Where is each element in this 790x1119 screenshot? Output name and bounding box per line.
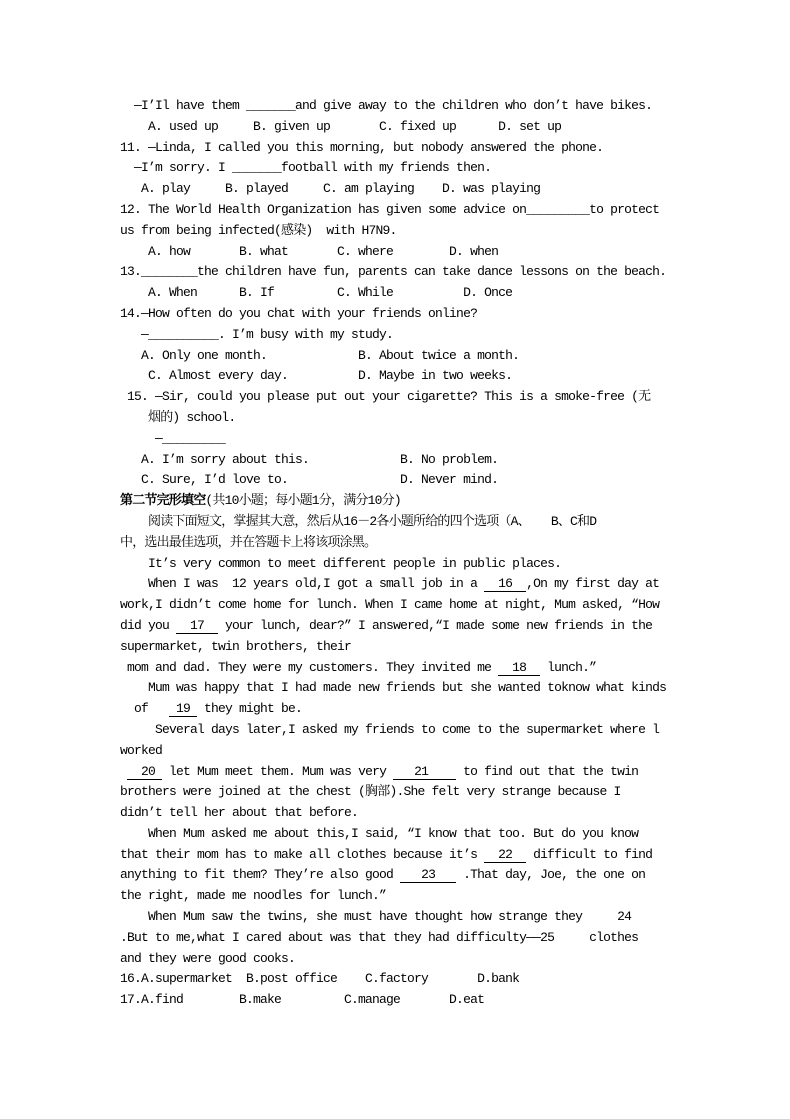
text-segment: When Mum saw the twins, she must have thought how strange they 24	[120, 909, 632, 925]
text-line	[120, 325, 686, 346]
text-segment: 13.________the children have fun, parents can take dance lessons on the beach.	[120, 264, 667, 280]
blank-underline: 23	[400, 867, 457, 883]
text-segment: of	[120, 701, 170, 717]
text-line	[120, 96, 686, 117]
text-line	[120, 262, 686, 283]
text-line	[120, 595, 686, 616]
text-segment: the right, made me noodles for lunch.”	[120, 888, 387, 904]
text-line	[120, 762, 686, 783]
text-segment: us from being infected(感染) with H7N9.	[120, 222, 397, 238]
text-line	[120, 304, 686, 325]
text-segment: supermarket, twin brothers, their	[120, 638, 352, 654]
text-segment: ,On my first day at	[526, 576, 660, 592]
text-line	[120, 491, 686, 512]
text-segment: It’s very common to meet different people in public places.	[120, 555, 562, 571]
text-segment: When I was 12 years old,I got a small job in a	[120, 576, 485, 592]
text-line	[120, 366, 686, 387]
text-line	[120, 865, 686, 886]
section-heading: 第二节完形填空	[120, 493, 206, 509]
text-segment: 阅读下面短文，掌握其大意，然后从16－2各小题所给的四个选项（A、 B、C和D	[120, 513, 597, 529]
text-line	[120, 138, 686, 159]
text-line	[120, 824, 686, 845]
text-segment: they might be.	[197, 701, 303, 717]
text-segment: 14.—How often do you chat with your friends online?	[120, 305, 478, 321]
text-segment: .But to me,what I cared about was that they had difficulty——25 clothes	[120, 929, 639, 945]
text-segment: 15. —Sir, could you please put out your cigarette? This is a smoke-free (无	[120, 389, 651, 405]
text-line	[120, 907, 686, 928]
text-segment: C. Sure, I’d love to. D. Never mind.	[120, 472, 499, 488]
text-segment: let Mum meet them. Mum was very	[162, 763, 394, 779]
text-segment: A. how B. what C. where D. when	[120, 243, 499, 259]
blank-underline: 16	[484, 576, 527, 592]
text-line	[120, 949, 686, 970]
blank-underline: 22	[484, 846, 527, 862]
text-line	[120, 990, 686, 1011]
text-line	[120, 969, 686, 990]
text-line	[120, 574, 686, 595]
text-segment: C. Almost every day. D. Maybe in two weeks.	[120, 368, 513, 384]
text-line	[120, 179, 686, 200]
text-segment	[120, 764, 127, 779]
text-line	[120, 450, 686, 471]
text-segment: 12. The World Health Organization has given some advice on_________to protect	[120, 201, 660, 217]
text-segment: A. When B. If C. While D. Once	[120, 285, 513, 301]
text-line	[120, 533, 686, 554]
text-line	[120, 117, 686, 138]
text-line	[120, 512, 686, 533]
text-line	[120, 221, 686, 242]
text-segment: A. play B. played C. am playing D. was playing	[120, 181, 541, 197]
text-segment: A. used up B. given up C. fixed up D. set up	[120, 118, 562, 134]
text-line	[120, 616, 686, 637]
text-segment: A. Only one month. B. About twice a month.	[120, 347, 520, 363]
text-segment: did you	[120, 617, 177, 633]
text-segment: worked	[120, 742, 163, 758]
text-line	[120, 678, 686, 699]
text-segment: 17.A.find B.make C.manage D.eat	[120, 992, 485, 1008]
text-segment: 烟的) school.	[120, 409, 236, 425]
text-segment: When Mum asked me about this,I said, “I know that too. But do you know	[120, 825, 639, 841]
text-line	[120, 554, 686, 575]
blank-underline: 17	[176, 617, 219, 633]
text-segment: anything to fit them? They’re also good	[120, 867, 401, 883]
blank-underline: 18	[498, 659, 541, 675]
text-segment: to find out that the twin	[456, 763, 639, 779]
text-line	[120, 429, 686, 450]
text-segment: brothers were joined at the chest (胸部).She felt very strange because I	[120, 784, 621, 800]
text-line	[120, 803, 686, 824]
text-segment: work,I didn’t come home for lunch. When I came home at night, Mum asked, “How	[120, 597, 660, 613]
text-line	[120, 346, 686, 367]
text-segment: —I’m sorry. I _______football with my friends then.	[120, 160, 492, 176]
text-line	[120, 200, 686, 221]
text-segment: 11. —Linda, I called you this morning, but nobody answered the phone.	[120, 139, 604, 155]
text-line	[120, 470, 686, 491]
text-segment: lunch.”	[540, 659, 597, 675]
text-segment: mom and dad. They were my customers. They invited me	[120, 659, 499, 675]
text-segment: didn’t tell her about that before.	[120, 805, 359, 821]
text-segment: Several days later,I asked my friends to come to the supermarket where l	[120, 721, 660, 737]
text-segment: —__________. I’m busy with my study.	[120, 326, 394, 342]
text-line	[120, 637, 686, 658]
text-line	[120, 242, 686, 263]
text-segment: —I’Il have them _______and give away to the children who don’t have bikes.	[120, 98, 653, 113]
text-line	[120, 283, 686, 304]
text-segment: .That day, Joe, the one on	[456, 867, 646, 883]
text-line	[120, 158, 686, 179]
text-segment: —_________	[120, 430, 226, 446]
blank-underline: 19	[169, 701, 198, 717]
text-segment: that their mom has to make all clothes because it’s	[120, 846, 485, 862]
text-line	[120, 387, 686, 408]
text-segment: 中，选出最佳选项，并在答题卡上将该项涂黑。	[120, 534, 377, 550]
text-line	[120, 845, 686, 866]
text-line	[120, 886, 686, 907]
text-line	[120, 408, 686, 429]
document-content	[120, 96, 686, 1011]
text-line	[120, 720, 686, 741]
text-line	[120, 699, 686, 720]
text-segment: and they were good cooks.	[120, 950, 296, 966]
text-segment: A. I’m sorry about this. B. No problem.	[120, 451, 499, 467]
text-segment: 16.A.supermarket B.post office C.factory D.bank	[120, 971, 520, 987]
text-line	[120, 928, 686, 949]
text-line	[120, 782, 686, 803]
text-segment: (共10小题；每小题1分，满分10分)	[205, 493, 401, 509]
text-segment: Mum was happy that I had made new friends but she wanted toknow what kinds	[120, 680, 667, 696]
text-segment: your lunch, dear?” I answered,“I made some new friends in the	[218, 617, 653, 633]
text-line	[120, 658, 686, 679]
text-segment: difficult to find	[526, 846, 653, 862]
blank-underline: 21	[393, 763, 457, 779]
blank-underline: 20	[127, 763, 163, 779]
text-line	[120, 741, 686, 762]
